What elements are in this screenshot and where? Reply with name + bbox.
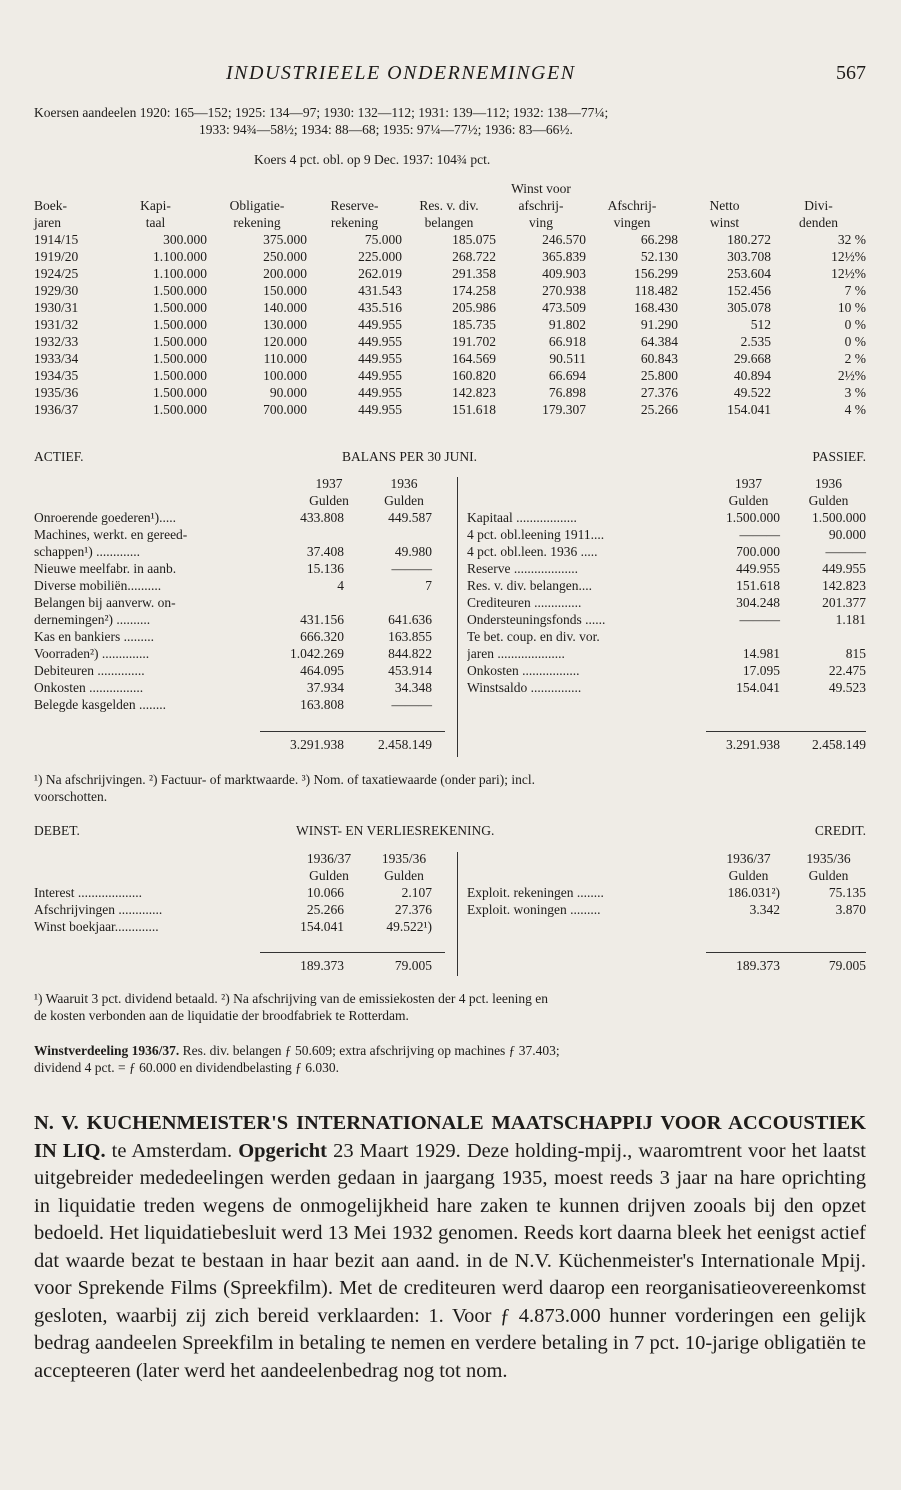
- table-cell: Netto: [709, 198, 740, 213]
- value-previous: ———: [825, 544, 866, 559]
- table-row: [34, 367, 866, 384]
- year-header: 1936: [815, 476, 842, 491]
- total-previous: 79.005: [828, 958, 866, 973]
- table-cell: 12½%: [831, 266, 866, 281]
- value-previous: 2.107: [401, 885, 432, 900]
- table-cell: 250.000: [263, 249, 307, 264]
- table-cell: 2½%: [837, 368, 866, 383]
- line-label: Kas en bankiers .........: [34, 629, 154, 644]
- table-cell: 449.955: [358, 385, 402, 400]
- line-label: Exploit. rekeningen ........: [467, 885, 604, 900]
- line-label: Ondersteuningsfonds ......: [467, 612, 606, 627]
- table-cell: Kapi-: [140, 198, 171, 213]
- table-row: [34, 401, 866, 418]
- table-cell: 154.041: [727, 402, 771, 417]
- line-label: schappen¹) .............: [34, 544, 141, 559]
- value-current: 17.095: [742, 663, 780, 678]
- balance-header: [34, 449, 866, 467]
- footnote-line: ¹) Waaruit 3 pct. dividend betaald. ²) Na afschrijving van de emissiekosten der 4 pct. leening en: [34, 991, 548, 1006]
- value-previous: 34.348: [394, 680, 432, 695]
- value-current: 700.000: [736, 544, 780, 559]
- value-current: 154.041: [736, 680, 780, 695]
- year-header: 1936: [390, 476, 418, 491]
- value-previous: 815: [845, 646, 866, 661]
- table-header-row: [34, 197, 866, 214]
- company-location: te Amsterdam.: [105, 1139, 239, 1162]
- table-row: [34, 350, 866, 367]
- table-row: [34, 282, 866, 299]
- table-cell: [678, 180, 771, 197]
- value-previous: 49.523: [828, 680, 866, 695]
- table-cell: 270.938: [542, 283, 586, 298]
- table-cell: 12½%: [831, 249, 866, 264]
- value-previous: 1.500.000: [812, 510, 866, 525]
- table-cell: 1933/34: [34, 351, 79, 366]
- table-cell: 1934/35: [34, 368, 79, 383]
- line-label: jaren ....................: [467, 646, 565, 661]
- table-cell: taal: [145, 215, 166, 230]
- table-cell: denden: [799, 215, 838, 230]
- table-cell: belangen: [424, 215, 474, 230]
- table-cell: 164.569: [452, 351, 496, 366]
- total-previous: 2.458.149: [378, 737, 432, 752]
- value-previous: 3.870: [835, 902, 866, 917]
- table-cell: 91.290: [640, 317, 678, 332]
- table-cell: 449.955: [358, 402, 402, 417]
- value-current: 3.342: [749, 902, 780, 917]
- value-previous: 844.822: [388, 646, 432, 661]
- unit-header: Gulden: [384, 868, 424, 883]
- table-cell: 32 %: [837, 232, 866, 247]
- table-cell: 150.000: [263, 283, 307, 298]
- total-rule: [260, 952, 445, 953]
- table-cell: 152.456: [727, 283, 771, 298]
- unit-header: Gulden: [728, 493, 769, 508]
- company-entry: [34, 1110, 866, 1385]
- value-previous: [784, 628, 866, 645]
- value-current: 37.408: [306, 544, 344, 559]
- table-cell: 1.100.000: [153, 249, 207, 264]
- table-row: [34, 299, 866, 316]
- table-cell: Res. v. div.: [419, 198, 479, 213]
- table-cell: 160.820: [452, 368, 496, 383]
- value-previous: 75.135: [828, 885, 866, 900]
- bond-price-line: Koers 4 pct. obl. op 9 Dec. 1937: 104¾ pct.: [254, 152, 491, 167]
- section-title: INDUSTRIEELE ONDERNEMINGEN: [226, 62, 576, 84]
- line-label: Belegde kasgelden ........: [34, 697, 166, 712]
- balance-sheet: [34, 475, 866, 757]
- table-cell: 130.000: [263, 317, 307, 332]
- history-table: [34, 180, 866, 418]
- value-previous: 49.522¹): [386, 919, 432, 934]
- table-cell: 2 %: [844, 351, 866, 366]
- footnote-line: ¹) Na afschrijvingen. ²) Factuur- of marktwaarde. ³) Nom. of taxatiewaarde (onder pari); incl.: [34, 772, 536, 787]
- table-cell: 291.358: [452, 266, 496, 281]
- value-previous: ———: [391, 697, 432, 712]
- unit-header: Gulden: [728, 868, 769, 883]
- table-cell: 435.516: [358, 300, 402, 315]
- value-current: 14.981: [742, 646, 780, 661]
- distribution-text: Res. div. belangen ƒ 50.609; extra afschrijving op machines ƒ 37.403;: [179, 1043, 560, 1058]
- credit-title: CREDIT.: [814, 823, 866, 838]
- table-cell: 246.570: [542, 232, 586, 247]
- value-previous: 142.823: [822, 578, 866, 593]
- total-current: 3.291.938: [290, 737, 344, 752]
- table-cell: 1930/31: [34, 300, 79, 315]
- table-row: [34, 248, 866, 265]
- table-cell: 449.955: [358, 317, 402, 332]
- actief-title: ACTIEF.: [34, 449, 84, 464]
- value-current: 433.808: [300, 510, 344, 525]
- table-cell: 1.500.000: [153, 385, 207, 400]
- table-cell: 253.604: [727, 266, 771, 281]
- table-cell: 66.298: [640, 232, 678, 247]
- table-cell: 120.000: [263, 334, 307, 349]
- value-current: ———: [739, 527, 780, 542]
- table-cell: 185.075: [452, 232, 496, 247]
- total-previous: 79.005: [394, 958, 432, 973]
- table-cell: 700.000: [263, 402, 307, 417]
- table-cell: Obligatie-: [229, 198, 285, 213]
- total-rule: [706, 952, 866, 953]
- year-header: 1936/37: [726, 851, 771, 866]
- table-cell: 140.000: [263, 300, 307, 315]
- table-cell: [104, 180, 207, 197]
- line-label: Nieuwe meelfabr. in aanb.: [34, 561, 177, 576]
- table-cell: [307, 180, 402, 197]
- table-cell: 66.918: [548, 334, 586, 349]
- table-cell: rekening: [233, 215, 281, 230]
- distribution-text: dividend 4 pct. = ƒ 60.000 en dividendbelasting ƒ 6.030.: [34, 1060, 339, 1075]
- line-label: Kapitaal ..................: [467, 510, 577, 525]
- table-cell: 512: [750, 317, 771, 332]
- line-label: Onroerende goederen¹).....: [34, 510, 176, 525]
- table-cell: 1914/15: [34, 232, 79, 247]
- table-cell: 110.000: [263, 351, 307, 366]
- value-current: 10.066: [306, 885, 344, 900]
- debet-title: DEBET.: [34, 823, 80, 838]
- table-row: [34, 231, 866, 248]
- table-cell: 300.000: [163, 232, 207, 247]
- table-cell: 303.708: [727, 249, 771, 264]
- line-label: Winst boekjaar.............: [34, 919, 159, 934]
- table-cell: 52.130: [640, 249, 678, 264]
- line-label: Afschrijvingen .............: [34, 902, 163, 917]
- table-cell: 1924/25: [34, 266, 79, 281]
- line-label: Reserve ...................: [467, 561, 578, 576]
- table-cell: 29.668: [733, 351, 771, 366]
- table-cell: 2.535: [740, 334, 771, 349]
- table-cell: vingen: [613, 215, 651, 230]
- share-prices: [34, 104, 866, 168]
- table-cell: 1.500.000: [153, 334, 207, 349]
- profit-distribution: [34, 1042, 866, 1076]
- table-cell: 7 %: [844, 283, 866, 298]
- table-cell: Divi-: [804, 198, 833, 213]
- total-current: 3.291.938: [726, 737, 780, 752]
- value-previous: ———: [391, 561, 432, 576]
- value-previous: [354, 594, 432, 611]
- table-cell: 40.894: [733, 368, 771, 383]
- table-cell: 1.500.000: [153, 300, 207, 315]
- total-rule: [260, 731, 445, 732]
- table-cell: 75.000: [364, 232, 402, 247]
- passief-title: PASSIEF.: [812, 449, 866, 464]
- distribution-label: Winstverdeeling 1936/37.: [34, 1043, 180, 1058]
- value-previous: 453.914: [388, 663, 432, 678]
- table-cell: 191.702: [452, 334, 496, 349]
- table-cell: 449.955: [358, 351, 402, 366]
- year-header: 1937: [315, 476, 343, 491]
- value-previous: 201.377: [822, 595, 866, 610]
- table-cell: 0 %: [844, 317, 866, 332]
- total-previous: 2.458.149: [812, 737, 866, 752]
- table-cell: 49.522: [733, 385, 771, 400]
- table-cell: 3 %: [844, 385, 866, 400]
- table-cell: 375.000: [263, 232, 307, 247]
- value-current: 431.156: [300, 612, 344, 627]
- table-cell: [586, 180, 678, 197]
- table-cell: 179.307: [542, 402, 586, 417]
- table-cell: 262.019: [358, 266, 402, 281]
- total-current: 189.373: [736, 958, 780, 973]
- table-cell: 25.266: [640, 402, 678, 417]
- value-previous: 163.855: [388, 629, 432, 644]
- table-cell: ving: [528, 215, 553, 230]
- table-header-row: [34, 214, 866, 231]
- running-header: [34, 62, 866, 88]
- table-cell: 1.500.000: [153, 317, 207, 332]
- line-label: 4 pct. obl.leening 1911....: [467, 527, 605, 542]
- line-label: Debiteuren ..............: [34, 663, 145, 678]
- year-header: 1937: [735, 476, 762, 491]
- table-cell: Afschrij-: [607, 198, 657, 213]
- line-label: Te bet. coup. en div. vor.: [467, 629, 600, 644]
- unit-header: Gulden: [808, 868, 849, 883]
- table-cell: 156.299: [634, 266, 678, 281]
- line-label: Belangen bij aanverw. on-: [34, 595, 176, 610]
- table-cell: 90.511: [549, 351, 586, 366]
- line-label: Crediteuren ..............: [467, 595, 582, 610]
- table-cell: 205.986: [452, 300, 496, 315]
- column-divider: [457, 477, 458, 757]
- line-label: Interest ...................: [34, 885, 142, 900]
- table-row: [34, 265, 866, 282]
- table-cell: [771, 180, 866, 197]
- value-previous: 1.181: [835, 612, 866, 627]
- value-current: 163.808: [300, 697, 344, 712]
- unit-header: Gulden: [309, 868, 349, 883]
- value-current: 15.136: [306, 561, 344, 576]
- table-cell: 27.376: [640, 385, 678, 400]
- total-rule: [706, 731, 866, 732]
- column-divider: [457, 852, 458, 976]
- profit-loss-account: [34, 850, 866, 980]
- year-header: 1935/36: [381, 851, 427, 866]
- table-cell: rekening: [330, 215, 379, 230]
- value-current: [274, 526, 344, 543]
- table-cell: Reserve-: [330, 198, 379, 213]
- year-header: 1936/37: [306, 851, 352, 866]
- table-cell: 66.694: [548, 368, 586, 383]
- value-current: 154.041: [300, 919, 344, 934]
- value-previous: 641.636: [388, 612, 432, 627]
- value-previous: 449.955: [822, 561, 866, 576]
- value-current: 4: [337, 578, 344, 593]
- table-row: [34, 316, 866, 333]
- year-header: 1935/36: [806, 851, 851, 866]
- table-cell: 225.000: [358, 249, 402, 264]
- table-cell: 180.272: [727, 232, 771, 247]
- table-cell: 100.000: [263, 368, 307, 383]
- footnote-line: voorschotten.: [34, 789, 108, 804]
- balance-title: BALANS PER 30 JUNI.: [342, 449, 478, 464]
- value-current: 449.955: [736, 561, 780, 576]
- table-cell: 0 %: [844, 334, 866, 349]
- table-cell: 168.430: [634, 300, 678, 315]
- value-previous: [354, 526, 432, 543]
- table-cell: 90.000: [269, 385, 307, 400]
- table-cell: [207, 180, 307, 197]
- table-cell: 431.543: [358, 283, 402, 298]
- table-cell: [34, 180, 104, 197]
- table-cell: 365.839: [542, 249, 586, 264]
- table-cell: [402, 180, 496, 197]
- total-current: 189.373: [300, 958, 344, 973]
- value-current: 25.266: [306, 902, 344, 917]
- share-prices-line: Koersen aandeelen 1920: 165—152; 1925: 134—97; 1930: 132—112; 1931: 139—112; 1932: 138—77¼;: [34, 105, 609, 120]
- value-current: 1.042.269: [290, 646, 344, 661]
- line-label: Onkosten ................: [34, 680, 144, 695]
- table-cell: 1.500.000: [153, 283, 207, 298]
- table-cell: 449.955: [358, 334, 402, 349]
- table-cell: 60.843: [640, 351, 678, 366]
- value-previous: 449.587: [388, 510, 432, 525]
- table-cell: 76.898: [548, 385, 586, 400]
- table-cell: 4 %: [844, 402, 866, 417]
- table-header-row: [34, 180, 866, 197]
- line-label: dernemingen²) ..........: [34, 612, 151, 627]
- value-current: 1.500.000: [726, 510, 780, 525]
- line-label: Diverse mobiliën..........: [34, 578, 162, 593]
- table-cell: afschrij-: [518, 198, 564, 213]
- table-cell: 305.078: [727, 300, 771, 315]
- value-previous: 7: [425, 578, 432, 593]
- table-cell: 1.500.000: [153, 351, 207, 366]
- line-label: Onkosten .................: [467, 663, 580, 678]
- table-cell: Winst voor: [511, 181, 571, 196]
- table-cell: 151.618: [452, 402, 496, 417]
- pl-header: [34, 823, 866, 841]
- pl-footnote: [34, 990, 866, 1024]
- unit-header: Gulden: [384, 493, 424, 508]
- value-current: [274, 594, 344, 611]
- table-cell: 449.955: [358, 368, 402, 383]
- value-current: 37.934: [306, 680, 344, 695]
- value-current: 186.031²): [727, 885, 780, 900]
- table-cell: 185.735: [452, 317, 496, 332]
- table-row: [34, 333, 866, 350]
- line-label: Machines, werkt. en gereed-: [34, 527, 188, 542]
- value-previous: 27.376: [394, 902, 432, 917]
- table-cell: 1935/36: [34, 385, 79, 400]
- table-cell: 118.482: [634, 283, 678, 298]
- table-cell: winst: [709, 215, 740, 230]
- value-current: [698, 628, 780, 645]
- table-cell: 1.500.000: [153, 368, 207, 383]
- table-cell: 409.903: [542, 266, 586, 281]
- table-cell: 1931/32: [34, 317, 79, 332]
- value-current: 304.248: [736, 595, 780, 610]
- line-label: Winstsaldo ...............: [467, 680, 582, 695]
- balance-footnote: [34, 771, 866, 805]
- table-cell: 268.722: [452, 249, 496, 264]
- table-cell: 1.500.000: [153, 402, 207, 417]
- table-cell: 174.258: [452, 283, 496, 298]
- value-current: 666.320: [300, 629, 344, 644]
- line-label: Exploit. woningen .........: [467, 902, 601, 917]
- unit-header: Gulden: [309, 493, 349, 508]
- table-cell: Boek-: [34, 198, 67, 213]
- table-cell: 25.800: [640, 368, 678, 383]
- value-current: ———: [739, 612, 780, 627]
- company-description: 23 Maart 1929. Deze holding-mpij., waaromtrent voor het laatst uitgebreider mededeelingen werden gedaan in jaargang 1935, moest reeds 3 jaar na hare oprichting in liquidatie treden wegens de onmogelijkheid hare zaken te kunnen drijven zooals bij den opzet bedoeld. Het liquidatiebesluit werd 13 Mei 1932 genomen. Reeds kort daarna bleek het eenigst actief dat waarde bezat te bestaan in haar bezit aan aand. in de N.V. Küchenmeister's Internationale Mpij. voor Sprekende Films (Spreekfilm). Met de crediteuren werd daarop een reorganisatieovereenkomst gesloten, waarbij zij zich bereid verklaarden: 1. Voor ƒ 4.873.000 hunner vorderingen een gelijk bedrag aandeelen Spreekfilm in betaling te nemen en verdere betaling in 7 pct. 10-jarige obligatiën te accepteeren (later werd het aandeelenbedrag nog tot nom.: [34, 1139, 866, 1382]
- value-current: 464.095: [300, 663, 344, 678]
- table-cell: 473.509: [542, 300, 586, 315]
- value-previous: 22.475: [828, 663, 866, 678]
- share-prices-line: 1933: 94¾—58½; 1934: 88—68; 1935: 97¼—77½; 1936: 83—66½.: [199, 122, 573, 137]
- table-cell: 1932/33: [34, 334, 79, 349]
- table-cell: 142.823: [452, 385, 496, 400]
- table-cell: 1936/37: [34, 402, 79, 417]
- table-cell: jaren: [34, 215, 61, 230]
- footnote-line: de kosten verbonden aan de liquidatie der broodfabriek te Rotterdam.: [34, 1008, 409, 1023]
- unit-header: Gulden: [808, 493, 849, 508]
- value-previous: 49.980: [394, 544, 432, 559]
- table-cell: 91.802: [548, 317, 586, 332]
- table-cell: 200.000: [263, 266, 307, 281]
- company-name: N. V. KUCHENMEISTER'S INTERNATIONALE MAATSCHAPPIJ VOOR ACCOUSTIEK IN LIQ.: [34, 1112, 866, 1162]
- line-label: Res. v. div. belangen....: [467, 578, 592, 593]
- table-cell: 1929/30: [34, 283, 79, 298]
- founded-label: Opgericht: [238, 1139, 328, 1162]
- table-cell: 10 %: [837, 300, 866, 315]
- value-current: 151.618: [736, 578, 780, 593]
- value-previous: 90.000: [828, 527, 866, 542]
- line-label: Voorraden²) ..............: [34, 646, 150, 661]
- line-label: 4 pct. obl.leen. 1936 .....: [467, 544, 598, 559]
- table-cell: 1.100.000: [153, 266, 207, 281]
- pl-title: WINST- EN VERLIESREKENING.: [296, 823, 495, 838]
- table-cell: 1919/20: [34, 249, 79, 264]
- page-number: 567: [836, 62, 866, 84]
- table-cell: 64.384: [640, 334, 678, 349]
- table-row: [34, 384, 866, 401]
